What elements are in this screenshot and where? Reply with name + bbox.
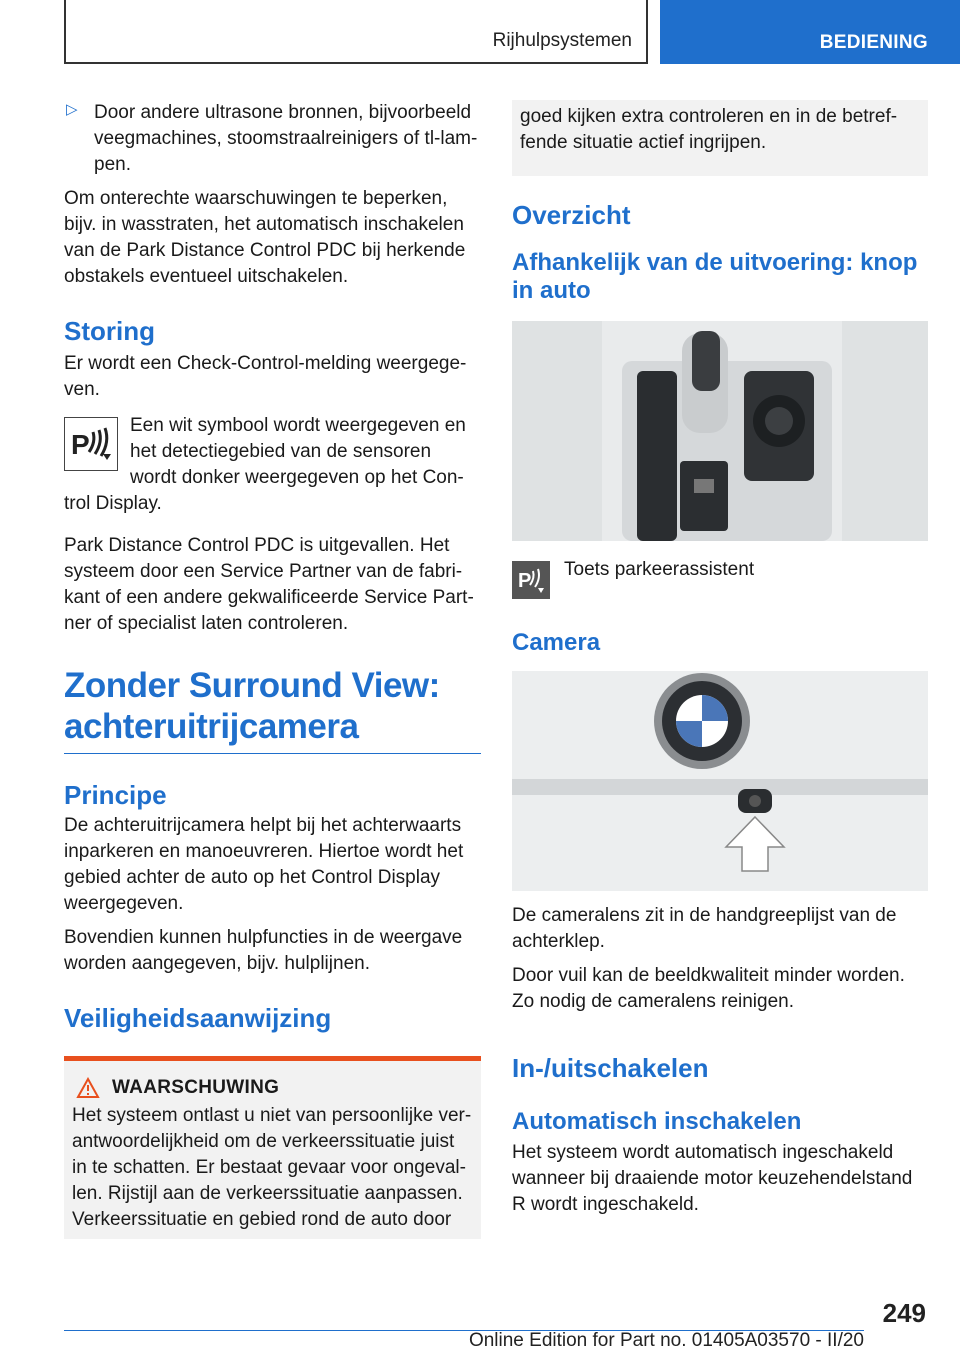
left-column xyxy=(64,100,481,1239)
svg-text:P: P xyxy=(71,429,90,460)
rear-camera-image xyxy=(512,671,928,891)
icon-description: Een wit symbool wordt weergegeven en het detectiegebied van de sensoren wordt donker weergegeven op het Con-trol Display. xyxy=(64,415,466,514)
image-caption xyxy=(512,557,928,599)
section-title: Rijhulpsystemen xyxy=(492,30,632,51)
warning-text-continued: goed kijken extra controleren en in de betref-fende situatie actief ingrijpen. xyxy=(520,106,898,153)
paragraph: De achteruitrijcamera helpt bij het achterwaarts inparkeren en manoeuvreren. Hiertoe wordt het gebied achter de auto op het Control Display weergegeven. xyxy=(64,815,464,914)
paragraph: Bovendien kunnen hulpfuncties in de weergave worden aangegeven, bijv. hulplijnen. xyxy=(64,927,463,974)
caption-text: Toets parkeerassistent xyxy=(564,559,755,580)
right-column xyxy=(512,100,928,1218)
bullet-text: Door andere ultrasone bronnen, bijvoorbeeld veegmachines, stoomstraalreinigers of tl-lam-pen. xyxy=(94,102,478,175)
heading-knop: Afhankelijk van de uitvoering: knop in auto xyxy=(512,249,918,304)
warning-box xyxy=(64,1056,481,1239)
svg-text:P: P xyxy=(518,570,532,592)
heading-principe: Principe xyxy=(64,780,167,810)
pdc-parking-icon xyxy=(64,417,118,471)
heading-automatisch: Automatisch inschakelen xyxy=(512,1108,802,1135)
header-section-tab xyxy=(64,0,648,64)
warning-triangle-icon xyxy=(76,1077,100,1099)
warning-title: WAARSCHUWING xyxy=(112,1077,280,1098)
warning-header xyxy=(76,1077,473,1099)
paragraph: Door vuil kan de beeldkwaliteit minder worden. Zo nodig de cameralens reinigen. xyxy=(512,965,905,1012)
warning-text: Het systeem ontlast u niet van persoonlijke ver-antwoordelijkheid om de verkeerssituatie juist in te schatten. Er bestaat gevaar voor ongeval-len. Rijstijl aan de verkeerssituatie aanpassen. Verkeerssituatie en gebied rond de auto door xyxy=(72,1105,472,1230)
parking-assistant-button-icon xyxy=(512,561,550,599)
page-number: 249 xyxy=(882,1298,926,1328)
paragraph: De cameralens zit in de handgreeplijst van de achterklep. xyxy=(512,905,897,952)
pdc-symbol-block xyxy=(64,413,481,517)
paragraph: Het systeem wordt automatisch ingeschakeld wanneer bij draaiende motor keuzehendelstand R wordt ingeschakeld. xyxy=(512,1142,913,1215)
paragraph: Er wordt een Check-Control-melding weergege-ven. xyxy=(64,353,467,400)
edition-text: Online Edition for Part no. 01405A03570 - II/20 xyxy=(468,1330,864,1351)
heading-in-uitschakelen: In-/uitschakelen xyxy=(512,1053,709,1083)
heading-veiligheid: Veiligheidsaanwijzing xyxy=(64,1003,332,1033)
heading-storing: Storing xyxy=(64,316,155,346)
header-chapter-tab xyxy=(660,0,960,64)
warning-box-continued xyxy=(512,100,928,176)
triangle-bullet-icon: ▷ xyxy=(66,101,78,118)
paragraph: Park Distance Control PDC is uitgevallen. Het systeem door een Service Partner van de fabri-kant of een andere gekwalificeerde Service Part-ner of specialist laten controleren. xyxy=(64,535,474,634)
center-console-image xyxy=(512,321,928,541)
list-item xyxy=(64,100,481,178)
heading-camera: Camera xyxy=(512,629,601,656)
chapter-title: BEDIENING xyxy=(819,32,928,53)
main-heading: Zonder Surround View: achteruitrijcamera xyxy=(64,665,481,754)
heading-overzicht: Overzicht xyxy=(512,200,631,230)
paragraph: Om onterechte waarschuwingen te beperken, bijv. in wasstraten, het automatisch inschakelen van de Park Distance Control PDC bij herkende obstakels eventueel uitschakelen. xyxy=(64,188,466,287)
